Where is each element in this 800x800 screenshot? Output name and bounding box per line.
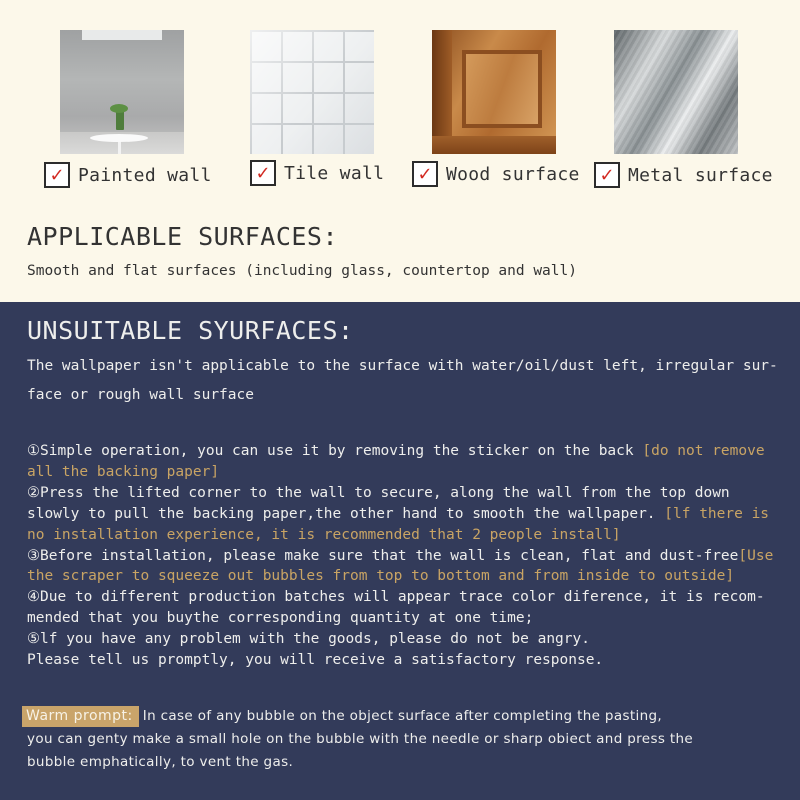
check-icon: ✓ [250, 160, 276, 186]
step-2: ②Press the lifted corner to the wall to secure, along the wall from the top down [27, 484, 730, 501]
warm-prompt-line: In case of any bubble on the object surface after completing the pasting, [142, 708, 663, 724]
surface-wood [417, 30, 580, 185]
unsuitable-section [0, 302, 800, 800]
metal-surface-caption [594, 162, 773, 188]
wood-surface-caption [412, 161, 580, 187]
check-icon: ✓ [44, 162, 70, 188]
metal-surface-photo [614, 30, 738, 154]
unsuitable-title: UNSUITABLE SYURFACES: [27, 316, 354, 345]
tile-wall-caption [250, 160, 384, 186]
check-icon: ✓ [594, 162, 620, 188]
step-5: ⑤lf you have any problem with the goods, please do not be angry. [27, 631, 590, 648]
wood-surface-photo [432, 30, 556, 154]
step-1-note: all the backing paper] [27, 463, 220, 480]
step-5-cont: Please tell us promptly, you will receive a satisfactory response. [27, 652, 604, 669]
step-1: ①Simple operation, you can use it by removing the sticker on the back [do not remove [27, 443, 765, 459]
painted-wall-photo [60, 30, 184, 154]
applicable-text: Smooth and flat surfaces (including glass, countertop and wall) [27, 263, 577, 279]
tile-wall-photo [250, 30, 374, 154]
step-2-note: no installation experience, it is recommended that 2 people install] [27, 526, 621, 543]
step-3: ③Before installation, please make sure that the wall is clean, flat and dust-free[Use [27, 547, 774, 564]
painted-wall-caption [44, 162, 212, 188]
unsuitable-text-line: The wallpaper isn't applicable to the surface with water/oil/dust left, irregular sur- [27, 358, 778, 374]
unsuitable-text-line: face or rough wall surface [27, 387, 254, 403]
instruction-steps [27, 441, 797, 671]
surface-painted-wall [49, 30, 212, 186]
warm-prompt-line: you can genty make a small hole on the bubble with the needle or sharp obiect and press the [27, 731, 694, 747]
wood-surface-label: Wood surface [446, 163, 580, 185]
tile-wall-label: Tile wall [284, 162, 385, 184]
step-2-cont: slowly to pull the backing paper,the other hand to smooth the wallpaper. [lf there is [27, 505, 770, 522]
warm-prompt-badge: Warm prompt: [22, 706, 139, 727]
warm-prompt [27, 705, 797, 774]
step-3-note: the scraper to squeeze out bubbles from top to bottom and from inside to outside] [27, 568, 735, 585]
surface-tile-wall [250, 30, 385, 184]
warm-prompt-line: bubble emphatically, to vent the gas. [27, 754, 294, 770]
surface-metal [599, 30, 773, 186]
painted-wall-label: Painted wall [78, 164, 212, 186]
applicable-title: APPLICABLE SURFACES: [27, 222, 339, 251]
step-4-cont: mended that you buythe corresponding quantity at one time; [27, 610, 534, 627]
step-4: ④Due to different production batches will appear trace color diference, it is recom- [27, 589, 765, 606]
metal-surface-label: Metal surface [628, 164, 773, 186]
unsuitable-text [27, 352, 787, 410]
surfaces-section [0, 0, 800, 302]
check-icon: ✓ [412, 161, 438, 187]
